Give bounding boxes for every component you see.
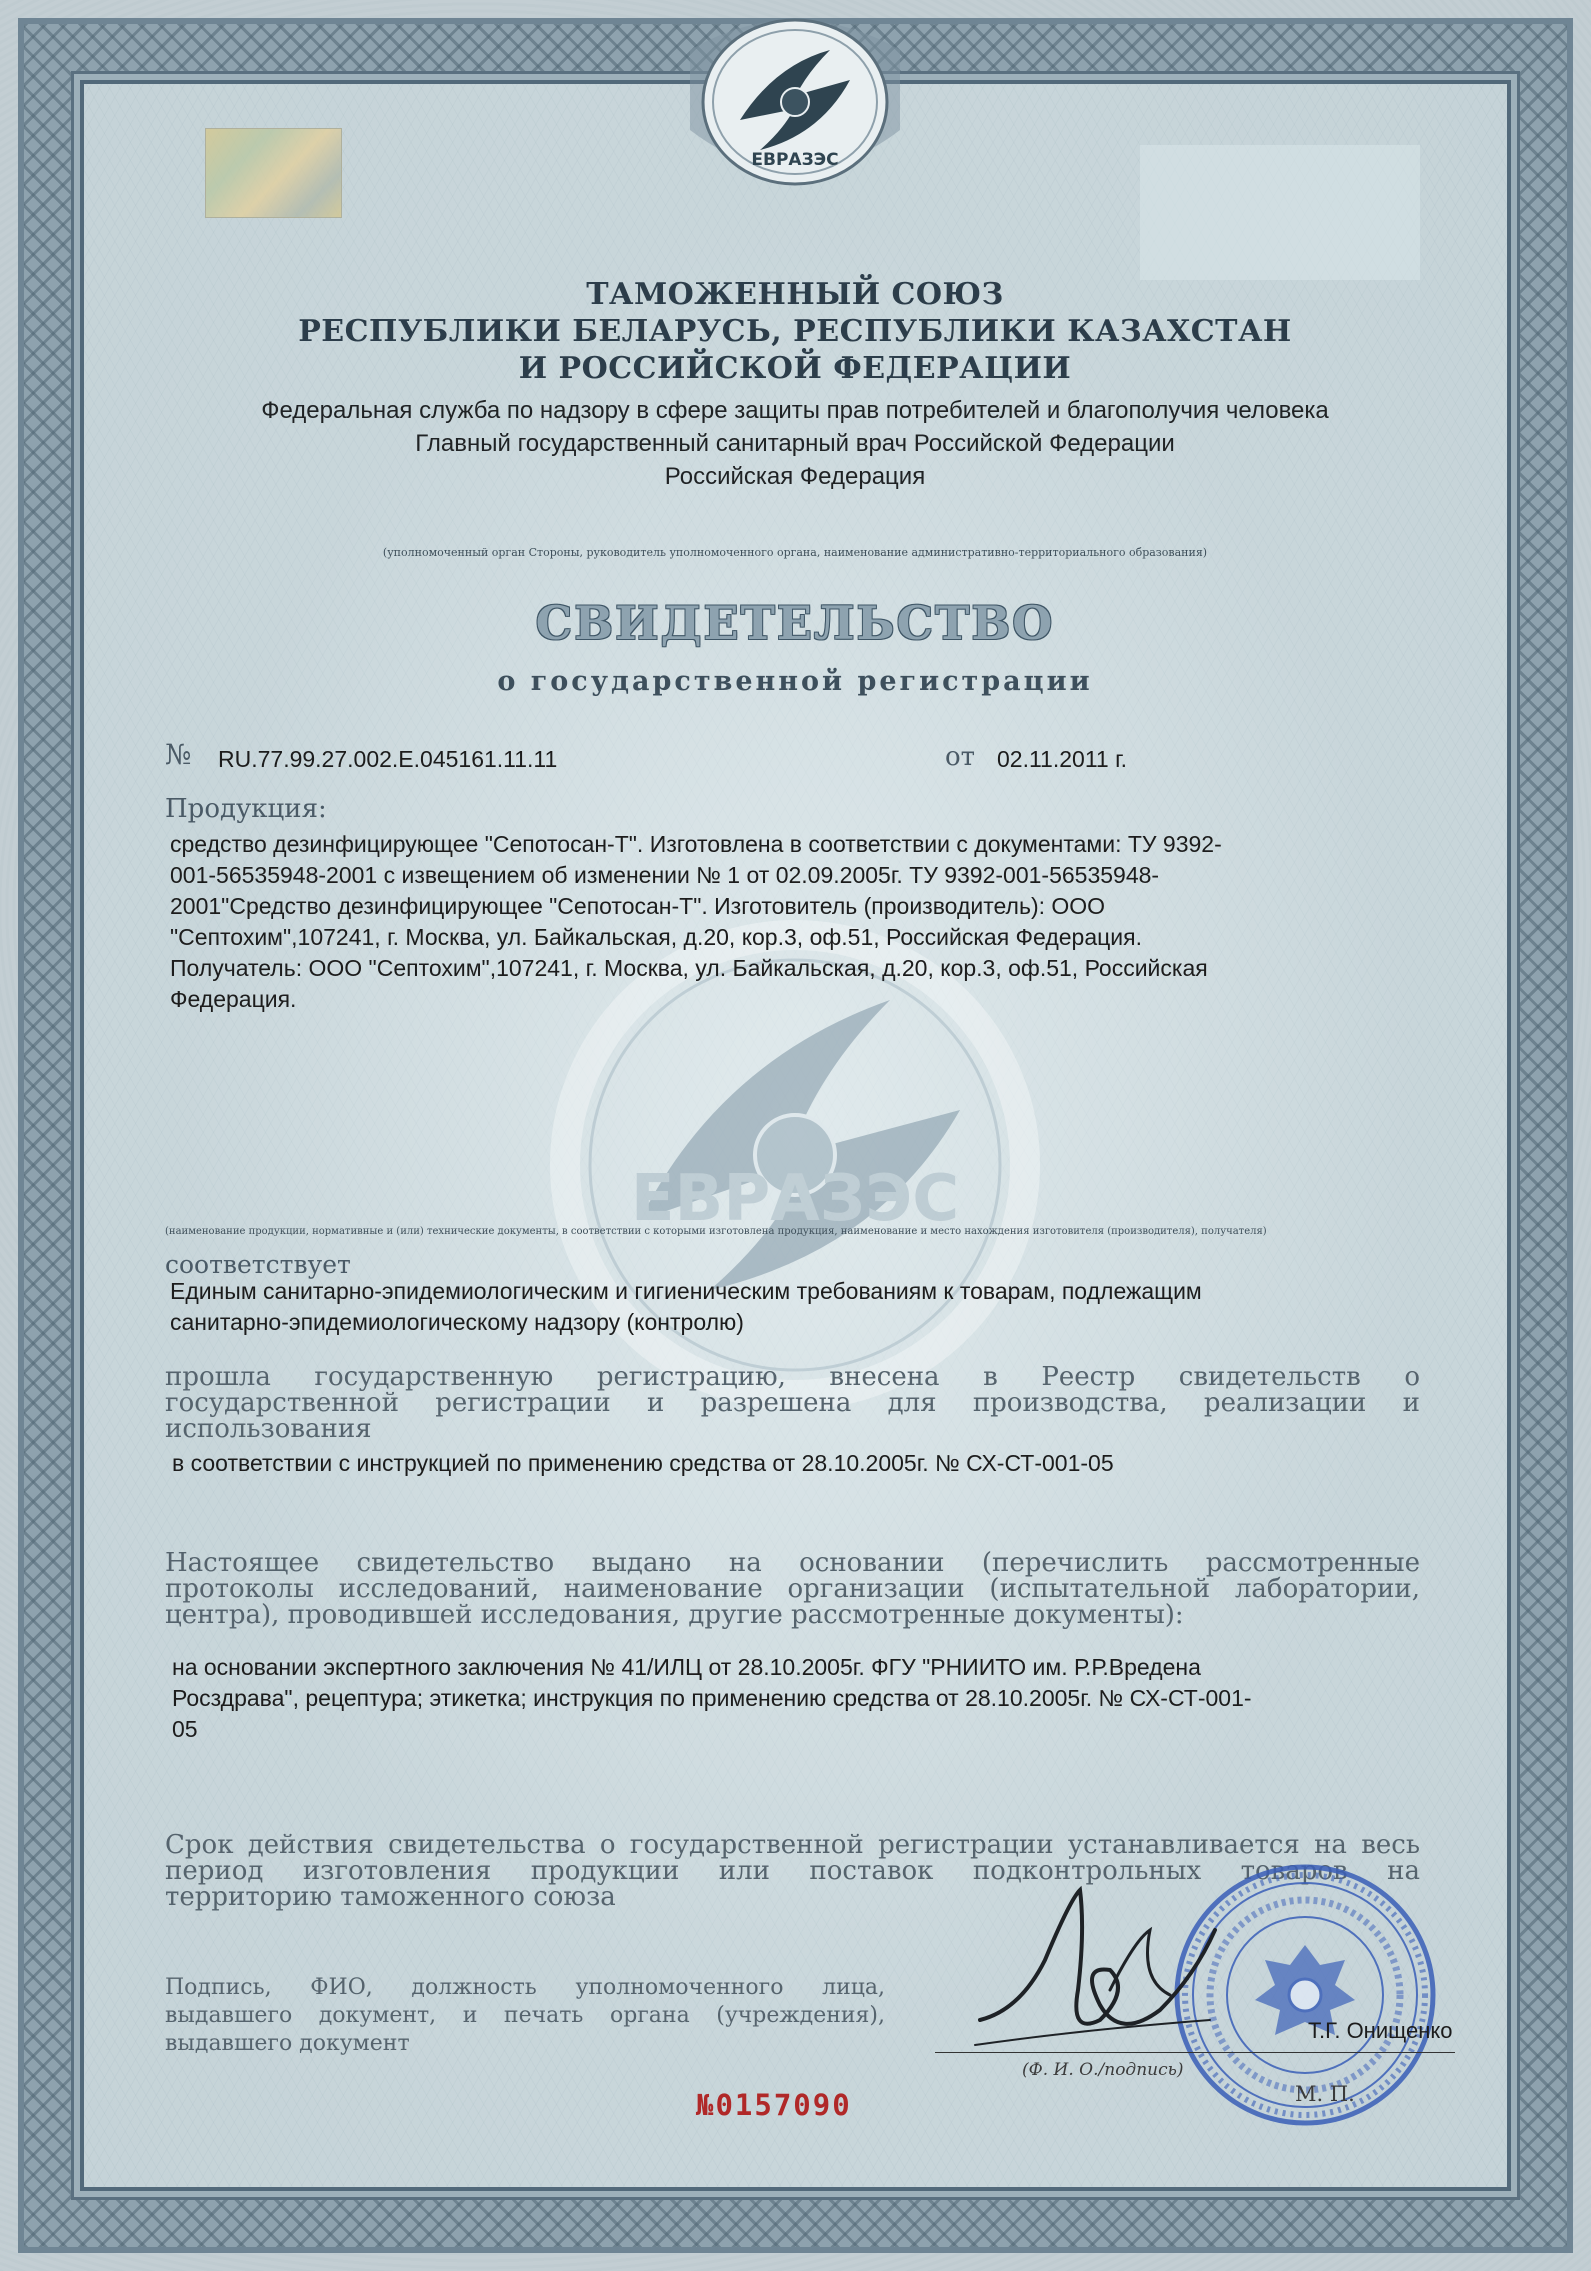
basis-line: Настоящее свидетельство выдано на основании (перечислить рассмотренные <box>165 1548 1420 1578</box>
handwritten-signature <box>960 1870 1230 2060</box>
compliance-line: Единым санитарно-эпидемиологическим и гигиеническим требованиям к товарам, подлежащим <box>170 1278 1202 1304</box>
validity-line: период изготовления продукции или поставок подконтрольных товаров на <box>165 1856 1420 1886</box>
compliance-label: соответствует <box>165 1250 351 1279</box>
union-line-3: И РОССИЙСКОЙ ФЕДЕРАЦИИ <box>518 351 1072 386</box>
signature-icon <box>960 1870 1230 2060</box>
evrazes-emblem-icon <box>680 10 910 200</box>
signature-label-line: выдавшего документ <box>165 2031 410 2056</box>
basis-line: протоколы исследований, наименование организации (испытательной лаборатории, <box>165 1574 1420 1604</box>
basis-line: центра), проводившей исследования, другие рассмотренные документы): <box>165 1600 1184 1630</box>
authority-hint: (уполномоченный орган Стороны, руководитель уполномоченного органа, наименование административно-территориального образования) <box>382 546 1208 559</box>
basis-statement <box>165 1550 1420 1628</box>
number-label: № <box>165 738 192 771</box>
product-line: средство дезинфицирующее "Сепотосан-Т". Изготовлена в соответствии с документами: ТУ 9392- <box>170 831 1222 857</box>
hologram-sticker <box>205 128 342 218</box>
union-line-1: ТАМОЖЕННЫЙ СОЮЗ <box>586 277 1004 312</box>
date-label: от <box>945 742 976 772</box>
basis-value-line: на основании экспертного заключения № 41/ИЛЦ от 28.10.2005г. ФГУ "РНИИТО им. Р.Р.Вредена <box>172 1654 1201 1680</box>
signature-underline <box>935 2052 1455 2053</box>
signature-label-line: Подпись, ФИО, должность уполномоченного лица, <box>165 1975 885 2000</box>
signature-label <box>165 1974 885 2058</box>
agency-line-2: Главный государственный санитарный врач Российской Федерации <box>415 430 1175 457</box>
basis-value-line: 05 <box>172 1716 198 1742</box>
registry-line: прошла государственную регистрацию, внесена в Реестр свидетельств о <box>165 1362 1420 1392</box>
product-line: "Септохим",107241, г. Москва, ул. Байкальская, д.20, кор.3, оф.51, Российская Федерация. <box>170 924 1142 950</box>
certificate-title: СВИДЕТЕЛЬСТВО <box>535 596 1055 650</box>
registry-line: государственной регистрации и разрешена для производства, реализации и <box>165 1388 1420 1418</box>
compliance-line: санитарно-эпидемиологическому надзору (контролю) <box>170 1309 744 1335</box>
registration-date: 02.11.2011 г. <box>997 746 1128 772</box>
product-line: Получатель: ООО "Септохим",107241, г. Москва, ул. Байкальская, д.20, кор.3, оф.51, Российская <box>170 955 1208 981</box>
evrazes-emblem <box>680 10 910 200</box>
seal-mark: М. П. <box>1295 2082 1355 2106</box>
compliance-requirements <box>170 1276 1440 1338</box>
basis-value-line: Росздрава", рецептура; этикетка; инструкция по применению средства от 28.10.2005г. № СХ-СТ-001- <box>172 1685 1252 1711</box>
customs-union-heading <box>150 276 1440 387</box>
registry-line: использования <box>165 1414 372 1444</box>
product-line: 2001"Средство дезинфицирующее "Сепотосан-Т". Изготовитель (производитель): ООО <box>170 893 1106 919</box>
agency-line-1: Федеральная служба по надзору в сфере защиты прав потребителей и благополучия человека <box>261 397 1329 424</box>
watermark-label: ЕВРАЗЭС <box>630 1162 960 1236</box>
validity-line: Срок действия свидетельства о государственной регистрации устанавливается на весь <box>165 1830 1420 1860</box>
certificate-subtitle: о государственной регистрации <box>497 666 1093 697</box>
product-line: Федерация. <box>170 986 297 1012</box>
product-label: Продукция: <box>165 794 327 824</box>
product-line: 001-56535948-2001 с извещением об изменении № 1 от 02.09.2005г. ТУ 9392-001-56535948- <box>170 862 1160 888</box>
agency-line-3: Российская Федерация <box>664 463 926 490</box>
issuing-authority <box>150 394 1440 493</box>
signature-label-line: выдавшего документ, и печать органа (учреждения), <box>165 2003 885 2028</box>
serial-number: №0157090 <box>696 2088 852 2122</box>
union-line-2: РЕСПУБЛИКИ БЕЛАРУСЬ, РЕСПУБЛИКИ КАЗАХСТАН <box>298 314 1292 349</box>
registry-statement <box>165 1364 1420 1442</box>
validity-line: территорию таможенного союза <box>165 1882 616 1912</box>
registration-number: RU.77.99.27.002.E.045161.11.11 <box>218 746 558 772</box>
basis-value <box>172 1652 1462 1745</box>
product-hint: (наименование продукции, нормативные и (или) технические документы, в соответствии с которыми изготовлена продукция, наименование и место нахождения изготовителя (производителя), получателя) <box>165 1226 1267 1237</box>
faded-area <box>1140 145 1420 280</box>
product-description <box>170 829 1440 1015</box>
registry-value: в соответствии с инструкцией по применению средства от 28.10.2005г. № СХ-СТ-001-05 <box>172 1450 1114 1476</box>
signer-name: Т.Г. Онищенко <box>1308 2018 1453 2043</box>
fio-hint: (Ф. И. О./подпись) <box>1022 2060 1184 2080</box>
emblem-label: ЕВРАЗЭС <box>751 150 839 170</box>
